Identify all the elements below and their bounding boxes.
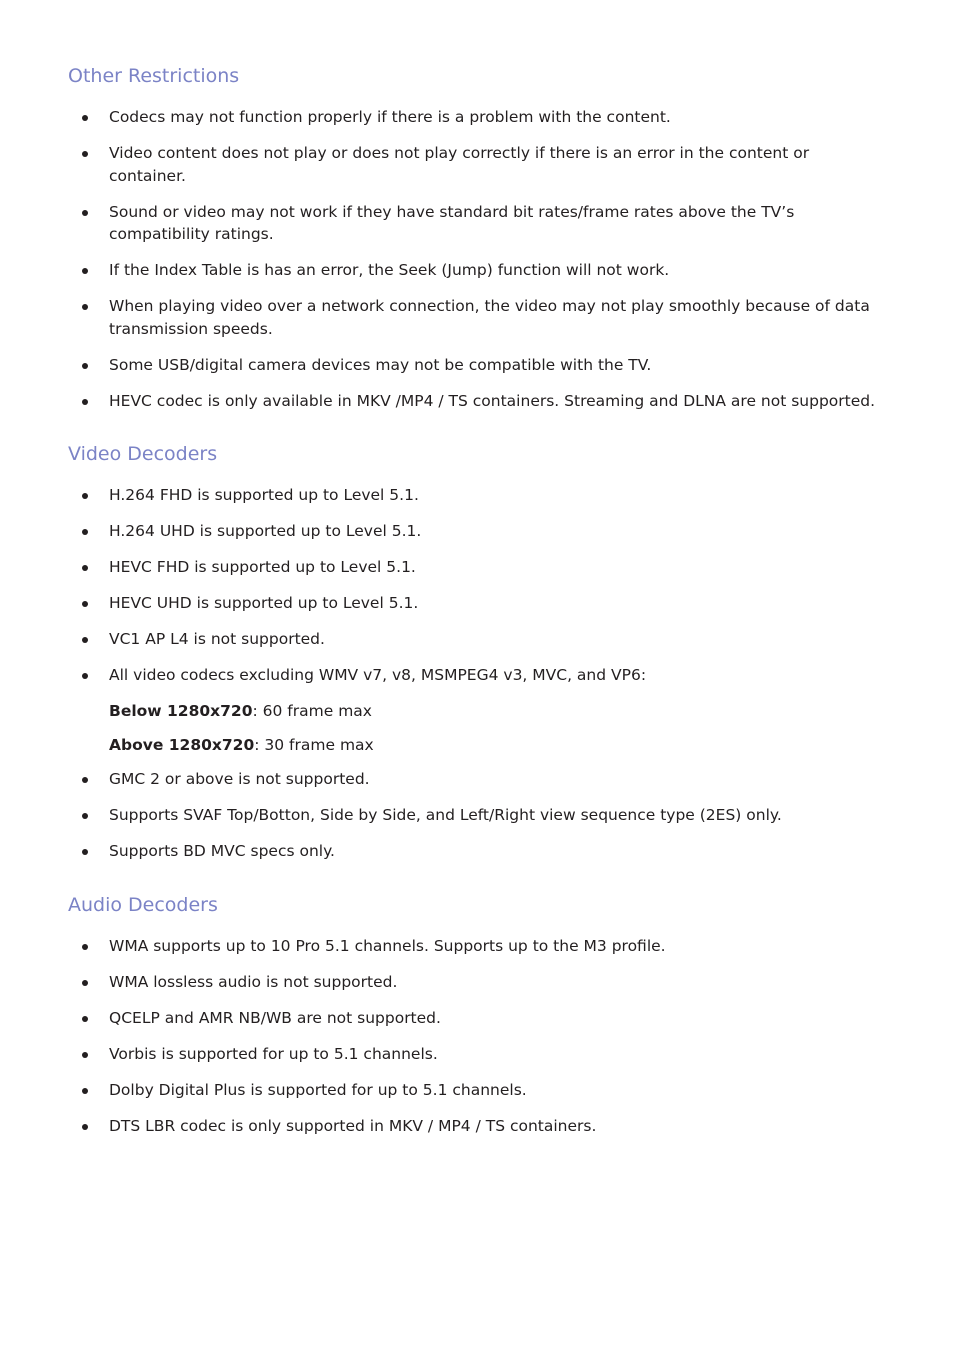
resolution-limit-line — [68, 734, 890, 757]
list-item — [68, 354, 890, 377]
list-item-text: Sound or video may not work if they have standard bit rates/frame rates above the TV’s compatibility ratings. — [109, 202, 795, 243]
bullet-icon — [82, 980, 88, 986]
bullet-icon — [82, 637, 88, 643]
list-item-text: H.264 UHD is supported up to Level 5.1. — [109, 522, 422, 540]
bullet-icon — [82, 529, 88, 535]
bullet-icon — [82, 673, 88, 679]
list-item-text: QCELP and AMR NB/WB are not supported. — [109, 1008, 441, 1027]
list-item — [68, 142, 890, 187]
list-item-text: Vorbis is supported for up to 5.1 channels. — [109, 1044, 438, 1063]
bullet-icon — [82, 268, 88, 274]
list-item-text: Some USB/digital camera devices may not be compatible with the TV. — [109, 355, 652, 374]
list-item — [68, 484, 890, 507]
bullet-icon — [82, 601, 88, 607]
list-item — [68, 971, 890, 994]
list-item-text: VC1 AP L4 is not supported. — [109, 630, 325, 648]
bullet-icon — [82, 210, 88, 216]
list-item-text: WMA lossless audio is not supported. — [109, 972, 398, 991]
bullet-icon — [82, 399, 88, 405]
list-item — [68, 1115, 890, 1138]
list-item-text: WMA supports up to 10 Pro 5.1 channels. Supports up to the M3 profile. — [109, 936, 666, 955]
list-item — [68, 664, 890, 687]
bullet-icon — [82, 304, 88, 310]
list-item — [68, 106, 890, 129]
bullet-icon — [82, 493, 88, 499]
list-item-text: Dolby Digital Plus is supported for up to 5.1 channels. — [109, 1080, 527, 1099]
list-item — [68, 1079, 890, 1102]
list-item-text: Video content does not play or does not play correctly if there is an error in the content or container. — [109, 144, 810, 185]
list-item-text: Supports SVAF Top/Botton, Side by Side, and Left/Right view sequence type (2ES) only. — [109, 806, 782, 824]
bullet-list — [68, 484, 890, 687]
bullet-icon — [82, 115, 88, 121]
resolution-label: Above 1280x720 — [109, 736, 255, 754]
list-item-text: HEVC FHD is supported up to Level 5.1. — [109, 558, 416, 576]
bullet-icon — [82, 363, 88, 369]
list-item — [68, 1007, 890, 1030]
list-item — [68, 592, 890, 615]
section-title: Other Restrictions — [68, 65, 240, 87]
bullet-icon — [82, 151, 88, 157]
list-item-text: GMC 2 or above is not supported. — [109, 770, 370, 788]
bullet-icon — [82, 849, 88, 855]
resolution-label: Below 1280x720 — [109, 702, 253, 720]
section-title: Audio Decoders — [68, 893, 218, 916]
resolution-value: : 30 frame max — [254, 736, 374, 754]
bullet-icon — [82, 1088, 88, 1094]
bullet-icon — [82, 777, 88, 783]
bullet-icon — [82, 565, 88, 571]
list-item — [68, 520, 890, 543]
section-title: Video Decoders — [68, 443, 218, 465]
bullet-icon — [82, 813, 88, 819]
list-item — [68, 840, 890, 863]
list-item-text: Codecs may not function properly if there is a problem with the content. — [109, 108, 671, 126]
list-item — [68, 1043, 890, 1066]
list-item — [68, 628, 890, 651]
list-item-text: When playing video over a network connection, the video may not play smoothly because of data transmission speeds. — [109, 297, 870, 338]
section-other-restrictions — [68, 62, 890, 412]
section-video-decoders — [68, 440, 890, 863]
bullet-icon — [82, 944, 88, 950]
list-item — [68, 556, 890, 579]
list-item-text: HEVC UHD is supported up to Level 5.1. — [109, 594, 419, 612]
list-item — [68, 259, 890, 282]
list-item-text: Supports BD MVC specs only. — [109, 842, 335, 860]
document-page — [68, 62, 890, 1151]
list-item — [68, 935, 890, 958]
list-item — [68, 768, 890, 791]
list-item — [68, 295, 890, 340]
list-item — [68, 201, 890, 246]
list-item-text: HEVC codec is only available in MKV /MP4 / TS containers. Streaming and DLNA are not supported. — [109, 391, 876, 410]
list-item — [68, 804, 890, 827]
list-item-text: All video codecs excluding WMV v7, v8, MSMPEG4 v3, MVC, and VP6: — [109, 666, 647, 684]
bullet-list — [68, 768, 890, 863]
resolution-value: : 60 frame max — [252, 702, 372, 720]
resolution-limit-line — [68, 700, 890, 723]
bullet-icon — [82, 1124, 88, 1130]
list-item — [68, 390, 890, 413]
list-item-text: DTS LBR codec is only supported in MKV / MP4 / TS containers. — [109, 1116, 597, 1135]
bullet-icon — [82, 1016, 88, 1022]
section-audio-decoders — [68, 891, 890, 1138]
bullet-list — [68, 106, 890, 412]
list-item-text: H.264 FHD is supported up to Level 5.1. — [109, 486, 419, 504]
bullet-list — [68, 935, 890, 1138]
bullet-icon — [82, 1052, 88, 1058]
list-item-text: If the Index Table is has an error, the Seek (Jump) function will not work. — [109, 261, 670, 279]
